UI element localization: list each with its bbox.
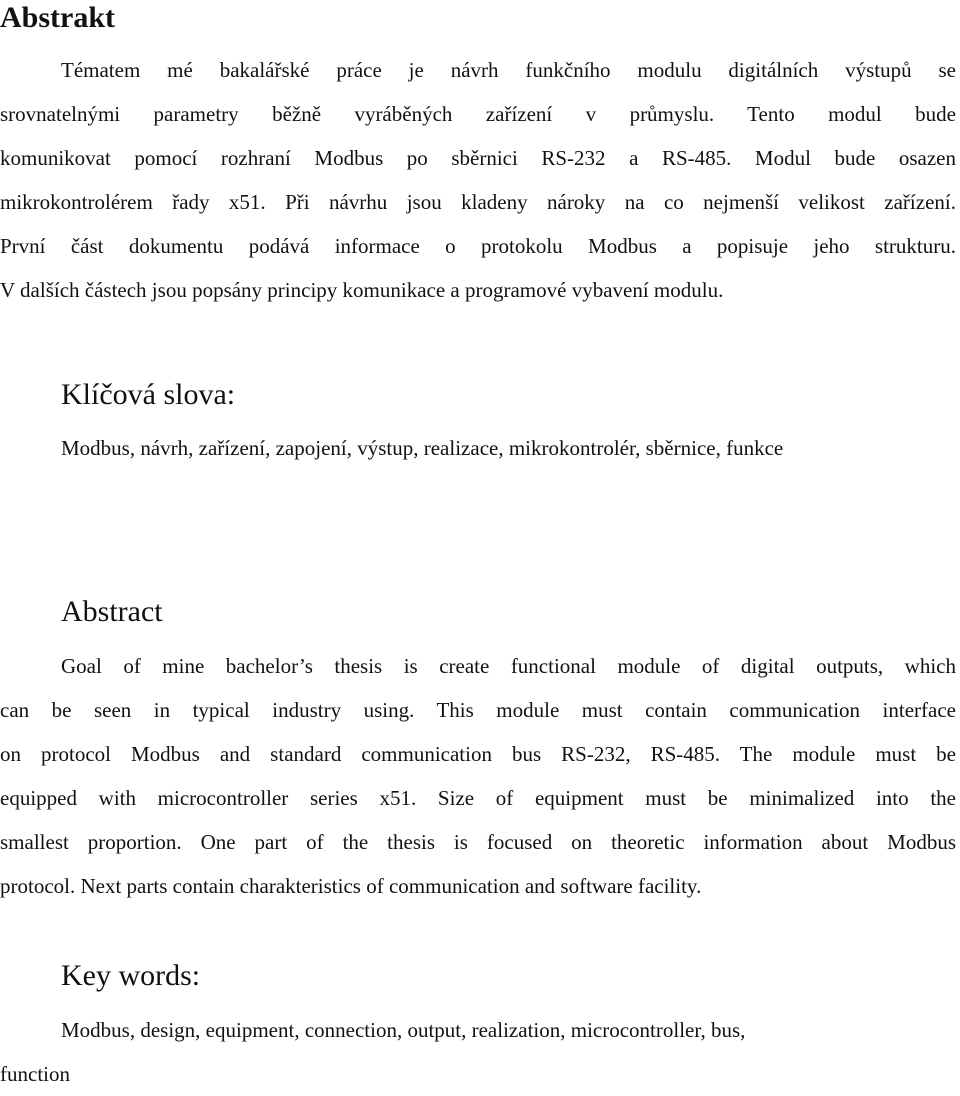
- key-words-line: function: [0, 1062, 70, 1086]
- abstrakt-line: Tématem mé bakalářské práce je návrh funkčního modulu digitálních výstupů se: [61, 58, 956, 82]
- abstrakt-line: mikrokontrolérem řady x51. Při návrhu jsou kladeny nároky na co nejmenší velikost zařízení.: [0, 190, 956, 214]
- abstract-paragraph: [0, 644, 956, 908]
- klicova-slova-paragraph: [0, 426, 956, 470]
- abstrakt-paragraph: [0, 48, 956, 312]
- abstract-heading: Abstract: [61, 595, 163, 628]
- abstract-line: smallest proportion. One part of the thesis is focused on theoretic information about Modbus: [0, 830, 956, 854]
- abstract-line: on protocol Modbus and standard communication bus RS-232, RS-485. The module must be: [0, 742, 956, 766]
- key-words-paragraph: [0, 1008, 956, 1096]
- klicova-slova-heading: Klíčová slova:: [61, 378, 236, 411]
- abstract-line: protocol. Next parts contain charakteristics of communication and software facility.: [0, 874, 702, 898]
- abstract-line: can be seen in typical industry using. This module must contain communication interface: [0, 698, 956, 722]
- abstrakt-line: srovnatelnými parametry běžně vyráběných zařízení v průmyslu. Tento modul bude: [0, 102, 956, 126]
- abstract-line: equipped with microcontroller series x51. Size of equipment must be minimalized into the: [0, 786, 956, 810]
- key-words-line: Modbus, design, equipment, connection, output, realization, microcontroller, bus,: [61, 1018, 746, 1042]
- abstrakt-heading: Abstrakt: [0, 1, 116, 34]
- abstrakt-line: komunikovat pomocí rozhraní Modbus po sběrnici RS-232 a RS-485. Modul bude osazen: [0, 146, 956, 170]
- abstract-line: Goal of mine bachelor’s thesis is create functional module of digital outputs, which: [61, 654, 956, 678]
- key-words-heading: Key words:: [61, 959, 201, 992]
- abstrakt-line: V dalších částech jsou popsány principy komunikace a programové vybavení modulu.: [0, 278, 724, 302]
- klicova-slova-text: Modbus, návrh, zařízení, zapojení, výstup, realizace, mikrokontrolér, sběrnice, funkce: [61, 436, 784, 460]
- abstrakt-line: První část dokumentu podává informace o protokolu Modbus a popisuje jeho strukturu.: [0, 234, 956, 258]
